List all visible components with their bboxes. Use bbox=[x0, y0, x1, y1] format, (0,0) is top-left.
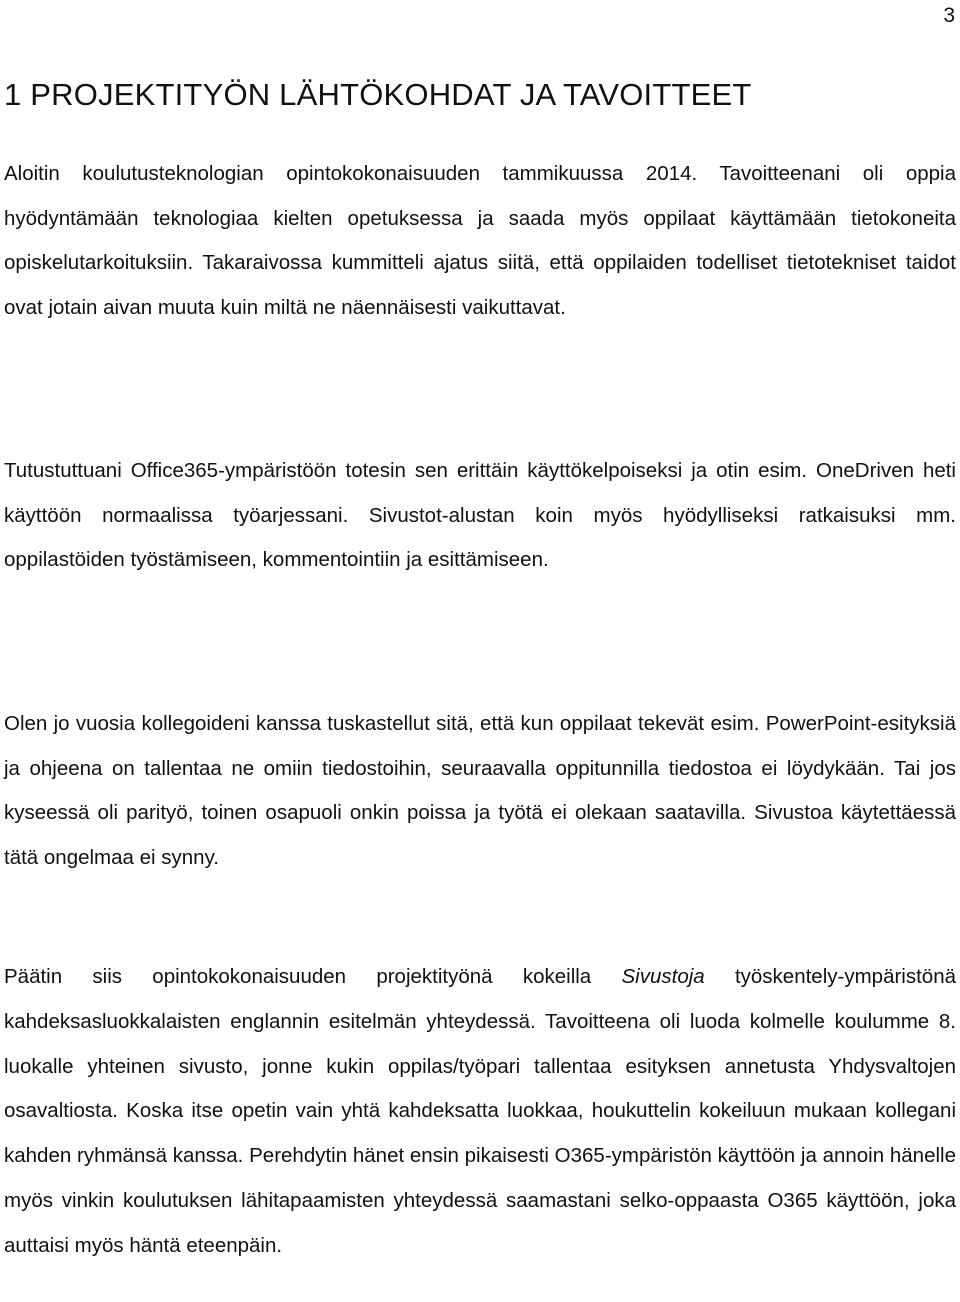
paragraph-1: Aloitin koulutusteknologian opintokokonaisuuden tammikuussa 2014. Tavoitteenani oli oppia hyödyntämään teknologiaa kielten opetuksessa ja saada myös oppilaat käyttämään tietokoneita opiskelutarkoituksiin. Takaraivossa kummitteli ajatus siitä, että oppilaiden todelliset tietotekniset taidot ovat jotain aivan muuta kuin miltä ne näennäisesti vaikuttavat. bbox=[4, 162, 956, 319]
paragraph-4-italic-term: Sivustoja bbox=[621, 965, 705, 988]
paragraph-4 bbox=[4, 955, 956, 1269]
page-number: 3 bbox=[943, 4, 955, 27]
paragraph-4-text-end: työskentely-ympäristönä kahdeksasluokkalaisten englannin esitelmän yhteydessä. Tavoitteena oli luoda kolmelle koulumme 8. luokalle yhteinen sivusto, jonne kukin oppilas/työpari tallentaa esityksen annetusta Yhdysvaltojen osavaltiosta. Koska itse opetin vain yhtä kahdeksatta luokkaa, houkuttelin kokeiluun mukaan kollegani kahden ryhmänsä kanssa. Perehdytin hänet ensin pikaisesti O365-ympäristön käyttöön ja annoin hänelle myös vinkin koulutuksen lähitapaamisten yhteydessä saamastani selko-oppaasta O365 käyttöön, joka auttaisi myös häntä eteenpäin. bbox=[4, 965, 956, 1257]
chapter-heading: 1 PROJEKTITYÖN LÄHTÖKOHDAT JA TAVOITTEET bbox=[4, 77, 752, 112]
paragraph-2: Tutustuttuani Office365-ympäristöön totesin sen erittäin käyttökelpoiseksi ja otin esim. OneDriven heti käyttöön normaalissa työarjessani. Sivustot-alustan koin myös hyödylliseksi ratkaisuksi mm. oppilastöiden työstämiseen, kommentointiin ja esittämiseen. bbox=[4, 459, 956, 571]
paragraph-4-text-start: Päätin siis opintokokonaisuuden projektityönä kokeilla bbox=[4, 965, 622, 988]
paragraph-3: Olen jo vuosia kollegoideni kanssa tuskastellut sitä, että kun oppilaat tekevät esim. PowerPoint-esityksiä ja ohjeena on tallentaa ne omiin tiedostoihin, seuraavalla oppitunnilla tiedostoa ei löydykään. Tai jos kyseessä oli parityö, toinen osapuoli onkin poissa ja työtä ei olekaan saatavilla. Sivustoa käytettäessä tätä ongelmaa ei synny. bbox=[4, 712, 956, 869]
